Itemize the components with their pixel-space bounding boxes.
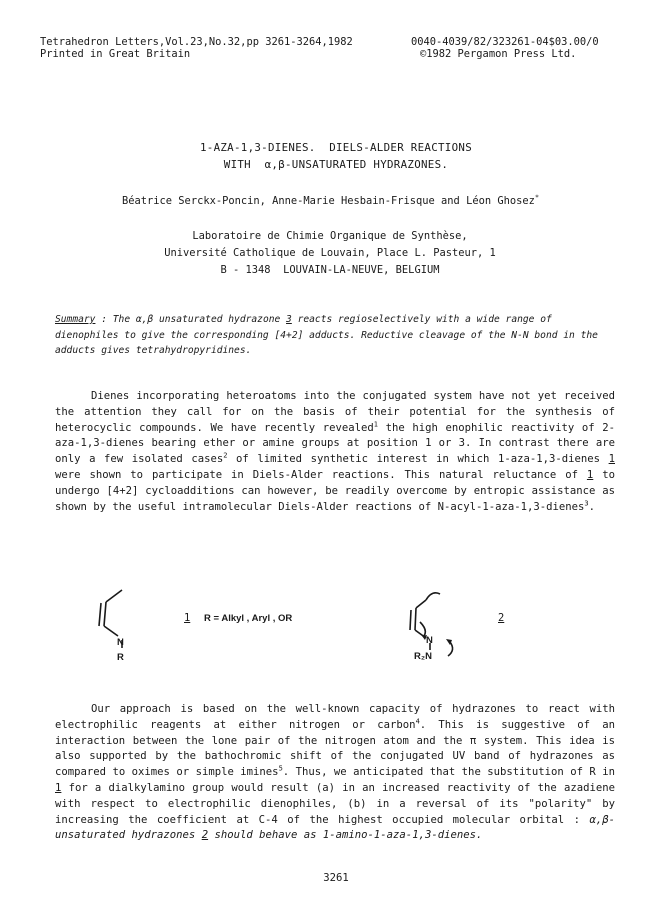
p1-text-4: were shown to participate in Diels-Alder reactions. This natural reluctance of: [55, 468, 587, 481]
paragraph-2: [55, 702, 615, 844]
p1-compound-1a: 1: [608, 453, 615, 466]
title-with: WITH: [223, 158, 251, 171]
journal-citation: Tetrahedron Letters,Vol.23,No.32,pp 3261-3264,1982: [40, 36, 353, 48]
p1-text-6: .: [588, 500, 595, 513]
p2-italic-1: α,β-unsaturated hydrazones: [55, 813, 615, 842]
summary-label: Summary: [55, 314, 96, 325]
structure-figure: [80, 586, 640, 676]
page-number: 3261: [323, 872, 349, 884]
p1-ref-2: 2: [223, 451, 228, 460]
p1-text-1: Dienes incorporating heteroatoms into the conjugated system have not yet received the attention they call for on the basis of their potential for the synthesis of heterocyclic compounds. We have recently revealed: [55, 390, 615, 434]
summary-ref-3: 3: [286, 314, 292, 325]
structure-2-r2n-label: R₂N: [414, 651, 432, 662]
affiliation-line-1: Laboratoire de Chimie Organique de Synthèse,: [192, 230, 468, 242]
p2-ref-5: 5: [278, 764, 283, 773]
structure-1-n-label: N: [117, 637, 124, 648]
title-line-2: [0, 158, 672, 171]
author-names: Béatrice Serckx-Poncin, Anne-Marie Hesbain-Frisque and Léon Ghosez: [122, 195, 535, 207]
p2-text-3: . Thus, we anticipated that the substitution of R in: [282, 766, 616, 779]
authors: [122, 195, 539, 207]
printed-line: Printed in Great Britain: [40, 48, 191, 60]
affiliation-line-3: B - 1348 LOUVAIN-LA-NEUVE, BELGIUM: [220, 264, 440, 276]
structure-drawing: [80, 586, 640, 676]
p2-compound-1: 1: [55, 781, 62, 794]
paragraph-1: [55, 389, 615, 515]
p2-text-4: for a dialkylamino group would result (a) in an increased reactivity of the azadiene with respect to electrophilic dienophiles, (b) in a reversal of its "polarity" by increasing the coefficient at C-4 of the highest occupied molecular orbital :: [55, 781, 615, 826]
summary-text-1: : The α,β unsaturated hydrazone: [95, 314, 287, 325]
summary-text-2: reacts regioselectively with a wide range of dienophiles to give the corresponding [4+2] adducts. Reductive cleavage of the N-N bond in the adducts gives tetrahydropyridines.: [55, 314, 598, 356]
structure-1-r-label: R: [117, 652, 124, 663]
structure-2-number: 2: [498, 612, 505, 624]
copyright-line: ©1982 Pergamon Press Ltd.: [420, 48, 577, 60]
affiliation-line-2: Université Catholique de Louvain, Place L. Pasteur, 1: [164, 247, 496, 259]
p2-italic-2: should behave as 1-amino-1-aza-1,3-dienes.: [208, 829, 483, 842]
p2-compound-2: 2: [201, 829, 209, 842]
structure-1-r-definition: R = Alkyl , Aryl , OR: [204, 613, 293, 624]
p2-text-1: Our approach is based on the well-known capacity of hydrazones to react with electrophilic reagents at either nitrogen or carbon: [55, 703, 615, 731]
structure-2-n-label: N: [426, 635, 433, 646]
issn-line: 0040-4039/82/323261-04$03.00/0: [411, 36, 599, 48]
title-hydrazones: α,β-UNSATURATED HYDRAZONES.: [264, 158, 449, 171]
corresponding-author-mark: *: [534, 193, 540, 202]
p1-ref-3: 3: [584, 499, 589, 508]
title-line-1: 1-AZA-1,3-DIENES. DIELS-ALDER REACTIONS: [199, 141, 472, 154]
p1-text-3: of limited synthetic interest in which 1-aza-1,3-dienes: [227, 453, 609, 466]
p1-compound-1b: 1: [586, 468, 594, 481]
summary-block: [55, 312, 613, 359]
p1-text-2: the high enophilic reactivity of 2-aza-1,3-dienes bearing ether or amine groups at position 1 or 3. In contrast there are only a few isolated cases: [55, 421, 616, 466]
p1-text-5: to undergo [4+2] cycloadditions can however, be readily overcome by entropic assistance as shown by the useful intramolecular Diels-Alder reactions of N-acyl-1-aza-1,3-dienes: [55, 468, 615, 513]
p1-ref-1: 1: [373, 420, 378, 429]
p2-ref-4: 4: [415, 717, 420, 726]
structure-1-number: 1: [184, 612, 191, 624]
p2-text-2: . This is suggestive of an interaction between the lone pair of the nitrogen atom and the π system. This idea is also supported by the bathochromic shift of the conjugated UV band of hydrazones as compared to oximes or simple imines: [55, 718, 616, 779]
